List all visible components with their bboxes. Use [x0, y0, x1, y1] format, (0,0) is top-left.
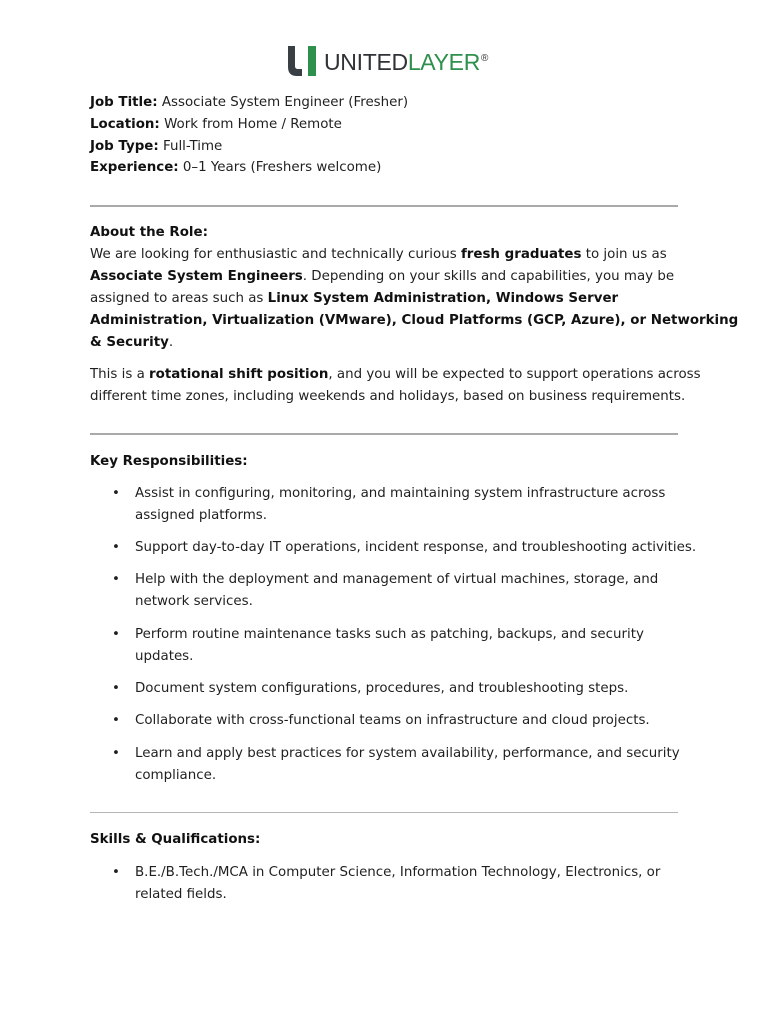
job-type-value: Full-Time — [163, 139, 223, 154]
about-paragraph-line — [90, 288, 618, 310]
unitedlayer-logo-icon — [288, 46, 316, 76]
skills-heading — [90, 829, 260, 851]
company-logo — [288, 46, 488, 78]
list-item-text: related fields. — [135, 887, 227, 902]
about-heading-text: About the Role: — [90, 225, 208, 240]
list-item-text: Learn and apply best practices for system availability, performance, and security — [135, 746, 680, 761]
about-text: . Depending on your skills and capabilities, you may be — [302, 269, 675, 284]
list-item-text: Assist in configuring, monitoring, and maintaining system infrastructure across — [135, 486, 666, 501]
location-label: Location: — [90, 117, 160, 132]
list-item-text: updates. — [135, 649, 194, 664]
job-title-line — [90, 92, 408, 114]
experience-line — [90, 157, 381, 179]
list-item-text: Collaborate with cross-functional teams on infrastructure and cloud projects. — [135, 713, 650, 728]
list-item-text: compliance. — [135, 768, 217, 783]
about-emphasis: fresh graduates — [460, 247, 582, 262]
list-item-text: Document system configurations, procedures, and troubleshooting steps. — [135, 681, 629, 696]
list-item-text: Help with the deployment and management of virtual machines, storage, and — [135, 572, 659, 587]
location-line — [90, 114, 342, 136]
bullet-icon: • — [112, 681, 120, 696]
responsibilities-heading-text: Key Responsibilities: — [90, 454, 248, 469]
section-divider — [90, 812, 678, 813]
section-divider — [90, 205, 678, 207]
list-item-text: assigned platforms. — [135, 508, 267, 523]
bullet-icon: • — [112, 627, 120, 642]
shift-emphasis: rotational shift position — [149, 367, 329, 382]
bullet-icon: • — [112, 865, 120, 880]
list-item-text: Support day-to-day IT operations, incident response, and troubleshooting activities. — [135, 540, 697, 555]
experience-label: Experience: — [90, 160, 179, 175]
bullet-icon: • — [112, 746, 120, 761]
about-text: We are looking for enthusiastic and technically curious — [90, 247, 461, 262]
about-emphasis: & Security — [90, 335, 169, 350]
shift-paragraph-line — [90, 364, 701, 386]
about-emphasis: Administration, Virtualization (VMware), Cloud Platforms (GCP, Azure), or Networking — [90, 313, 739, 328]
about-emphasis: Associate System Engineers — [90, 269, 303, 284]
bullet-icon: • — [112, 572, 120, 587]
job-type-line — [90, 136, 222, 158]
list-item-text: B.E./B.Tech./MCA in Computer Science, Information Technology, Electronics, or — [135, 865, 661, 880]
about-text: to join us as — [581, 247, 667, 262]
registered-mark: ® — [481, 53, 489, 64]
about-text: . — [168, 335, 174, 350]
logo-text-layer: LAYER — [407, 49, 481, 75]
location-value: Work from Home / Remote — [164, 117, 342, 132]
shift-text: This is a — [90, 367, 150, 382]
about-paragraph-line — [90, 310, 738, 332]
shift-paragraph-line — [90, 386, 685, 408]
about-paragraph-line — [90, 332, 173, 354]
section-divider — [90, 433, 678, 435]
about-text: assigned to areas such as — [90, 291, 268, 306]
job-title-value: Associate System Engineer (Fresher) — [161, 95, 409, 110]
logo-wordmark — [324, 51, 488, 74]
about-paragraph-line — [90, 266, 674, 288]
about-heading — [90, 222, 208, 244]
logo-text-united: UNITED — [324, 49, 408, 75]
about-paragraph-line — [90, 244, 667, 266]
job-title-label: Job Title: — [90, 95, 158, 110]
bullet-icon: • — [112, 713, 120, 728]
job-type-label: Job Type: — [90, 139, 159, 154]
list-item-text: network services. — [135, 594, 253, 609]
responsibilities-heading — [90, 451, 248, 473]
bullet-icon: • — [112, 486, 120, 501]
shift-text: different time zones, including weekends and holidays, based on business requirements. — [90, 389, 686, 404]
list-item-text: Perform routine maintenance tasks such as patching, backups, and security — [135, 627, 644, 642]
bullet-icon: • — [112, 540, 120, 555]
about-emphasis: Linux System Administration, Windows Server — [267, 291, 619, 306]
shift-text: , and you will be expected to support operations across — [328, 367, 701, 382]
experience-value: 0–1 Years (Freshers welcome) — [182, 160, 382, 175]
skills-heading-text: Skills & Qualifications: — [90, 832, 261, 847]
